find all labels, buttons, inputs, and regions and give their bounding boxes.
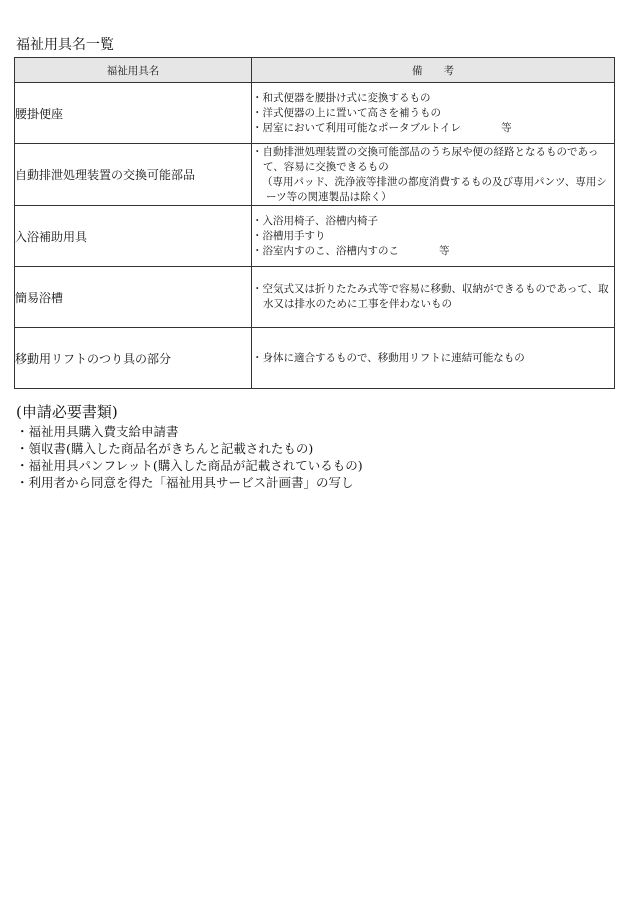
note-line: ・入浴用椅子、浴槽内椅子 <box>252 214 378 227</box>
equipment-name: 腰掛便座 <box>15 83 252 144</box>
note-line: ・身体に適合するもので、移動用リフトに連結可能なもの <box>252 351 525 364</box>
note-text: ・居室において利用可能なポータブルトイレ <box>252 121 462 134</box>
note-line: （専用パッド、洗浄液等排泄の都度消費するもの及び専用パンツ、専用シーツ等の関連製品は除く） <box>262 175 607 203</box>
welfare-equipment-table <box>14 57 615 389</box>
equipment-name: 簡易浴槽 <box>15 267 252 328</box>
note-line: ・洋式便器の上に置いて高さを補うもの <box>252 106 441 119</box>
table-row <box>15 267 615 328</box>
etc-marker: 等 <box>439 244 450 257</box>
equipment-notes <box>252 267 615 328</box>
equipment-notes <box>252 328 615 389</box>
etc-marker: 等 <box>501 121 512 134</box>
note-line: ・和式便器を腰掛け式に変換するもの <box>252 91 431 104</box>
equipment-name: 入浴補助用具 <box>15 206 252 267</box>
note-line: ・浴槽用手すり <box>252 229 326 242</box>
note-text: ・浴室内すのこ、浴槽内すのこ <box>252 244 399 257</box>
equipment-notes <box>252 144 615 206</box>
note-line <box>252 121 614 136</box>
table-header-row <box>15 58 615 83</box>
header-notes: 備 考 <box>252 58 615 83</box>
header-equipment-name: 福祉用具名 <box>15 58 252 83</box>
list-item: ・福祉用具パンフレット(購入した商品が記載されているもの) <box>16 458 363 473</box>
equipment-notes <box>252 83 615 144</box>
list-item: ・利用者から同意を得た「福祉用具サービス計画書」の写し <box>16 475 354 490</box>
note-line <box>252 244 614 259</box>
equipment-name: 移動用リフトのつり具の部分 <box>15 328 252 389</box>
list-item: ・福祉用具購入費支給申請書 <box>16 424 179 439</box>
page-title: 福祉用具名一覧 <box>16 37 114 53</box>
required-documents-heading: (申請必要書類) <box>16 403 118 421</box>
table-row <box>15 144 615 206</box>
table-row <box>15 328 615 389</box>
list-item: ・領収書(購入した商品名がきちんと記載されたもの) <box>16 441 314 456</box>
note-line: ・空気式又は折りたたみ式等で容易に移動、収納ができるものであって、取水又は排水のために工事を伴わないもの <box>252 283 609 310</box>
required-documents-list <box>16 423 363 491</box>
table-row <box>15 83 615 144</box>
equipment-notes <box>252 206 615 267</box>
table-row <box>15 206 615 267</box>
note-line: ・自動排泄処理装置の交換可能部品のうち尿や便の経路となるものであって、容易に交換できるもの <box>252 145 599 173</box>
equipment-name: 自動排泄処理装置の交換可能部品 <box>15 144 252 206</box>
